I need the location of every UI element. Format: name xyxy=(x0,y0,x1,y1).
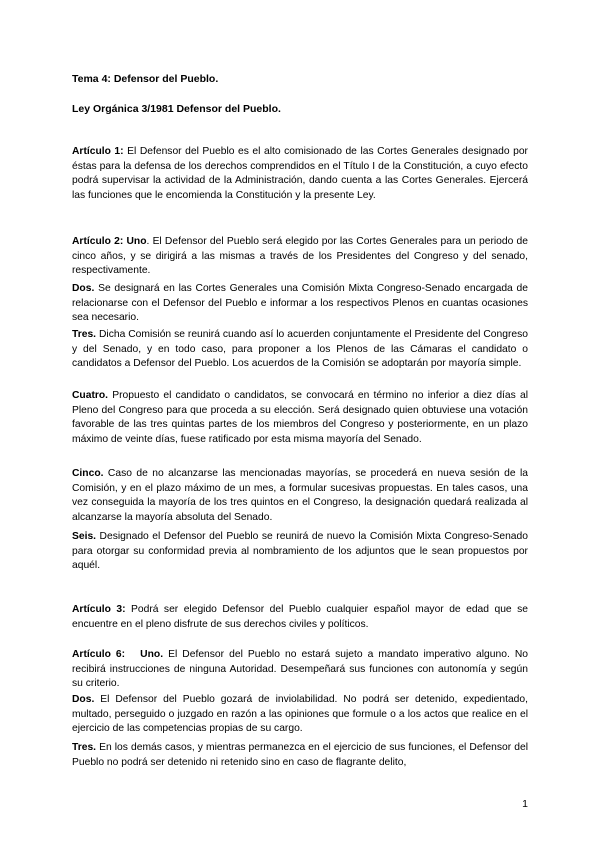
paragraph-text: El Defensor del Pueblo no estará sujeto a mandato imperativo alguno. No recibirá instrucciones de ninguna Autoridad. Desempeñará sus funciones con autonomía y según su criterio. xyxy=(72,649,528,690)
paragraph-tres xyxy=(72,328,528,372)
paragraph-articulo-1 xyxy=(72,145,528,203)
paragraph-text: Caso de no alcanzarse las mencionadas mayorías, se procederá en nueva sesión de la Comisión, y en el plazo máximo de un mes, a formular sucesivas propuestas. En tales casos, una vez conseguida la mayoría de los tres quintos en el Congreso, la designación quedará realizada al alcanzarse la mayoría absoluta del Senado. xyxy=(72,468,528,523)
paragraph-text: Dicha Comisión se reunirá cuando así lo acuerden conjuntamente el Presidente del Congreso y del Senado, y en todo caso, para proponer a los Plenos de las Cámaras el candidato o candidatos a Defensor del Pueblo. Los acuerdos de la Comisión se adoptarán por mayoría simple. xyxy=(72,329,528,370)
paragraph-label: Artículo 1: xyxy=(72,146,124,157)
paragraph-text: El Defensor del Pueblo gozará de inviolabilidad. No podrá ser detenido, expedientado, multado, perseguido o juzgado en razón a las opiniones que formule o a los actos que realice en el ejercicio de las competencias propias de su cargo. xyxy=(72,694,528,735)
paragraph-articulo-3 xyxy=(72,603,528,632)
paragraph-cinco xyxy=(72,467,528,525)
paragraph-articulo-2-uno xyxy=(72,235,528,279)
page-number: 1 xyxy=(522,798,528,810)
paragraph-label: Artículo 3: xyxy=(72,604,126,615)
paragraph-articulo-6-uno xyxy=(72,648,528,692)
paragraph-label: Dos. xyxy=(72,694,95,705)
paragraph-label: Artículo 6: Uno. xyxy=(72,649,164,660)
paragraph-text: . El Defensor del Pueblo será elegido por las Cortes Generales para un periodo de cinco años, y se dirigirá a las mismas a través de los Presidentes del Congreso y del senado, respectivamente. xyxy=(72,236,529,277)
paragraph-label: Cinco. xyxy=(72,468,104,479)
paragraph-label: Seis. xyxy=(72,531,97,542)
paragraph-cuatro xyxy=(72,389,528,447)
paragraph-text: Se designará en las Cortes Generales una Comisión Mixta Congreso-Senado encargada de relacionarse con el Defensor del Pueblo e informar a los respectivos Plenos en cuantas ocasiones sea necesario. xyxy=(72,283,528,324)
paragraph-label: Tres. xyxy=(72,742,97,753)
document-page xyxy=(72,0,528,848)
law-title: Ley Orgánica 3/1981 Defensor del Pueblo. xyxy=(72,103,281,115)
paragraph-text: En los demás casos, y mientras permanezca en el ejercicio de sus funciones, el Defensor del Pueblo no podrá ser detenido ni retenido sino en caso de flagrante delito, xyxy=(72,742,528,768)
paragraph-articulo-6-tres xyxy=(72,741,528,770)
paragraph-label: Tres. xyxy=(72,329,97,340)
paragraph-text: El Defensor del Pueblo es el alto comisionado de las Cortes Generales designado por éstas para la defensa de los derechos comprendidos en el Título I de la Constitución, a cuyo efecto podrá supervisar la actividad de la Administración, dando cuenta a las Cortes Generales. Ejercerá las funciones que le encomienda la Constitución y la presente Ley. xyxy=(72,146,528,201)
paragraph-articulo-6-dos xyxy=(72,693,528,737)
paragraph-text: Podrá ser elegido Defensor del Pueblo cualquier español mayor de edad que se encuentre en el pleno disfrute de sus derechos civiles y políticos. xyxy=(72,604,528,630)
paragraph-text: Designado el Defensor del Pueblo se reunirá de nuevo la Comisión Mixta Congreso-Senado para otorgar su conformidad previa al nombramiento de los adjuntos que le sean propuestos por aquél. xyxy=(72,531,528,572)
paragraph-dos xyxy=(72,282,528,326)
paragraph-seis xyxy=(72,530,528,574)
paragraph-text: Propuesto el candidato o candidatos, se convocará en término no inferior a diez días al Pleno del Congreso para que proceda a su elección. Será designado quien obtuviese una votación favorable de las tres quintas partes de los miembros del Congreso y posteriormente, en un plazo máximo de veinte días, fuese ratificado por esta misma mayoría del Senado. xyxy=(72,390,528,445)
paragraph-label: Dos. xyxy=(72,283,95,294)
paragraph-label: Cuatro. xyxy=(72,390,109,401)
document-title: Tema 4: Defensor del Pueblo. xyxy=(72,73,219,85)
paragraph-label: Artículo 2: Uno xyxy=(72,236,147,247)
